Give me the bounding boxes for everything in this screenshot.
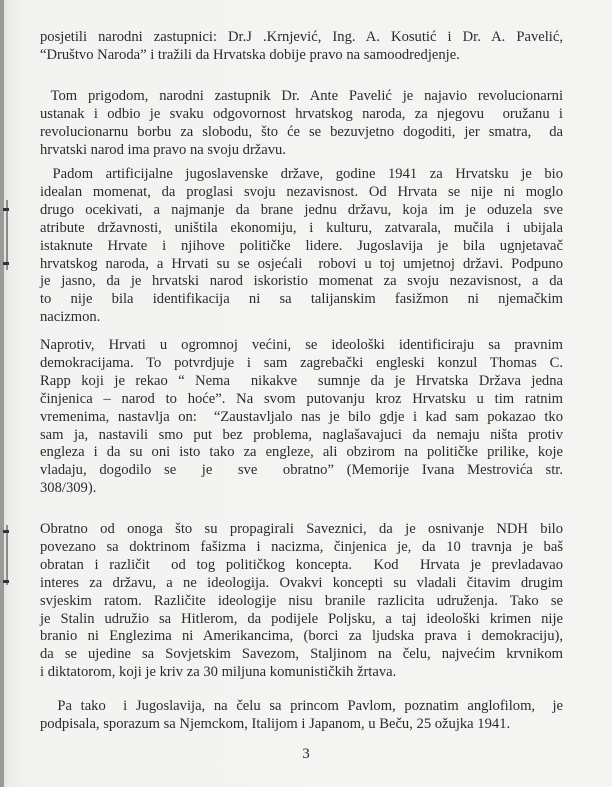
text-line: hrvatski narod ima pravo na svoju državu. <box>40 141 286 158</box>
text-line: Obratno od onoga što su propagirali Saveznici, da je osnivanje NDH bilo <box>40 521 563 537</box>
text-line: drugo ocekivati, a najmanje da brane jednu državu, koja im je oduzela sve <box>40 201 563 218</box>
text-line: istaknute Hrvate i njihove političke lidere. Jugoslavija je bila ugnjetavač <box>40 237 563 254</box>
text-line: i diktatorom, koji je kriv za 30 miljuna komunističkih žrtava. <box>40 664 397 681</box>
staple-mark <box>3 208 9 211</box>
text-line: povezano sa doktrinom fašizma i nacizma, činjenica je, da 10 travnja je baš <box>40 538 563 555</box>
text-line: demokracijama. To potvrdjuje i sam zagrebački engleski konzul Thomas C. <box>40 354 563 371</box>
text-line: vladaju, dogodilo se je sve obratno” (Memorije Ivana Mestrovića str. <box>40 462 563 479</box>
text-line: Pa tako i Jugoslavija, na čelu sa princom Pavlom, poznatim anglofilom, je <box>40 698 563 714</box>
text-line: da se ujedine sa Sovjetskim Savezom, Staljinom na čelu, najvećim krvnikom <box>40 646 563 663</box>
staple-mark <box>3 530 9 533</box>
text-line: obratan i različit od tog političkog koncepta. Kod Hrvata je prevladavao <box>40 556 563 573</box>
text-line: branio ni Englezima ni Amerikancima, (borci za ljudska prava i demokraciju), <box>40 628 563 645</box>
text-line: interes za državu, a ne ideologija. Ovakvi koncepti su vladali čitavim drugim <box>40 574 563 591</box>
text-line: to nije bila identifikacija ni sa talijanskim fasižmon ni njemačkim <box>40 291 563 308</box>
staple-mark <box>3 580 9 583</box>
text-line: atribute državnosti, uništila ekonomiju, i kulturu, zatvarala, mučila i ubijala <box>40 219 563 236</box>
binding-edge <box>0 0 4 787</box>
paragraph-5 <box>40 521 563 682</box>
text-line: je Stalin udružio sa Hitlerom, da podijele Poljsku, a taj ideološki krimen nije <box>40 610 563 627</box>
text-line: svjeskim ratom. Različite ideologije nisu branile razlicita udruženja. Tako se <box>40 592 563 609</box>
binding-mark <box>6 525 8 585</box>
text-line: ustanak i odbio je svaku odgovornost hrvatskog naroda, za njegovu oružanu i <box>40 105 563 122</box>
text-line: je jasno, da je hrvatski narod iskoristio momenat za svoju nezavisnost, a da <box>40 273 563 290</box>
staple-mark <box>3 262 9 265</box>
paragraph-3 <box>40 166 563 327</box>
paragraph-4 <box>40 337 563 498</box>
text-line: nacizmon. <box>40 309 101 326</box>
text-line: hrvatskog naroda, a Hrvati su se osjećali robovi u toj umjetnoj državi. Podpuno <box>40 255 563 272</box>
text-line: idealan momenat, da proglasi svoju nezavisnost. Od Hrvata se nije ni moglo <box>40 183 563 200</box>
paragraph-2 <box>40 88 563 160</box>
text-line: sam ja, nastavili smo put bez problema, naglašavajuci da nemaju ništa protiv <box>40 426 563 443</box>
text-line: vremenima, nastavlja on: “Zaustavljalo nas je bilo gdje i kad sam pokazao tko <box>40 408 563 425</box>
text-line: posjetili narodni zastupnici: Dr.J .Krnjević, Ing. A. Kosutić i Dr. A. Pavelić, <box>40 29 563 45</box>
page-number: 3 <box>302 746 310 762</box>
text-line: Rapp koji je rekao “ Nema nikakve sumnje da je Hrvatska Država jedna <box>40 372 563 389</box>
text-line: “Društvo Naroda” i tražili da Hrvatska dobije pravo na samoodredjenje. <box>40 46 460 63</box>
text-line: činjenica – narod to hoće”. Na svom putovanju kroz Hrvatsku u tim ratnim <box>40 390 563 407</box>
text-line: podpisala, sporazum sa Njemckom, Italijom i Japanom, u Beču, 25 ožujka 1941. <box>40 715 511 732</box>
paragraph-1 <box>40 29 563 65</box>
paragraph-6 <box>40 698 563 734</box>
text-line: Padom artificijalne jugoslavenske države, godine 1941 za Hrvatsku je bio <box>40 166 563 182</box>
text-line: 308/309). <box>40 480 97 497</box>
text-line: engleza i da su oni isto tako za engleze, ali obzirom na političke prilike, koje <box>40 444 563 461</box>
text-line: Naprotiv, Hrvati u ogromnoj većini, se ideološki identificiraju sa pravnim <box>40 337 563 353</box>
text-line: Tom prigodom, narodni zastupnik Dr. Ante Pavelić je najavio revolucionarni <box>40 88 563 104</box>
text-line: revolucionarnu borbu za slobodu, što će se bezuvjetno dogoditi, jer smatra, da <box>40 123 563 140</box>
